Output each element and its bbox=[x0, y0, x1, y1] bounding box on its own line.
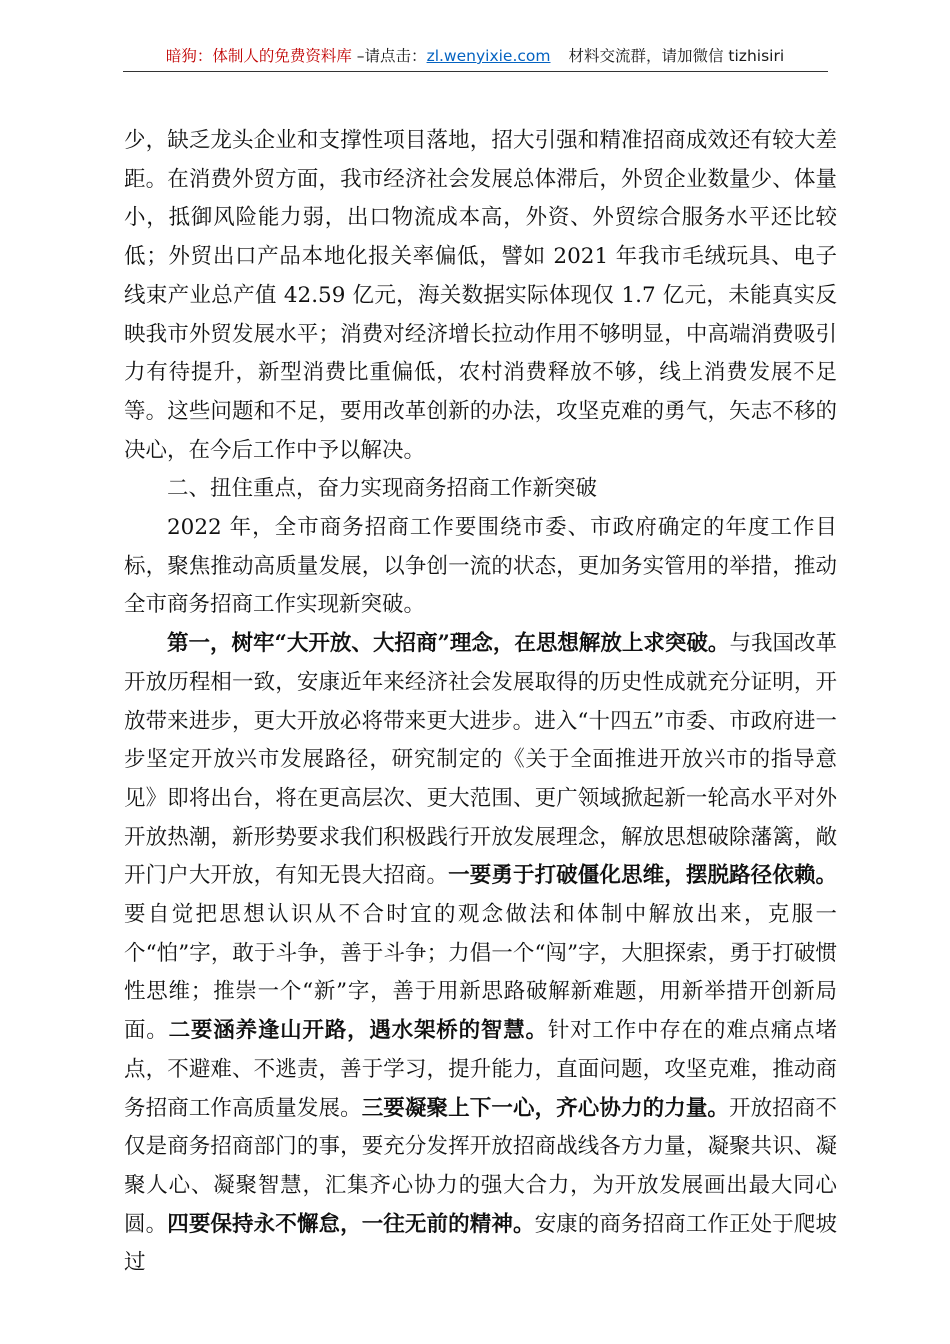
header-prompt: –请点击： bbox=[351, 47, 427, 65]
section-heading: 二、扭住重点，奋力实现商务招商工作新突破 bbox=[167, 476, 598, 502]
bold-lead-2: 一要勇于打破僵化思维，摆脱路径依赖。 bbox=[448, 863, 837, 889]
header-brand: 暗狗：体制人的免费资料库 bbox=[165, 47, 352, 65]
text-5: 安康的商务招商工作正处于爬坡过 bbox=[124, 1211, 837, 1276]
bold-lead-5: 四要保持永不懈怠，一往无前的精神。 bbox=[167, 1211, 535, 1237]
page-header bbox=[0, 44, 950, 66]
paragraph-continuation: 少，缺乏龙头企业和支撑性项目落地，招大引强和精准招商成效还有较大差距。在消费外贸方面，我市经济社会发展总体滞后，外贸企业数量少、体量小，抵御风险能力弱，出口物流成本高，外资、外贸综合服务水平还比较低；外贸出口产品本地化报关率偏低，譬如 2021 年我市毛绒玩具、电子线束产业总产值 42.59 亿元，海关数据实际体现仅 1.7 亿元，未能真实反映我市外贸发展水平；消费对经济增长拉动作用不够明显，中高端消费吸引力有待提升，新型消费比重偏低，农村消费释放不够，线上消费发展不足等。这些问题和不足，要用改革创新的办法，攻坚克难的勇气，矢志不移的决心，在今后工作中予以解决。 bbox=[124, 128, 837, 463]
paragraph-first-point bbox=[124, 625, 837, 1283]
text-3: 针对工作中存在的难点痛点堵点，不避难、不逃责，善于学习，提升能力，直面问题，攻坚克难，推动商务招商工作高质量发展。 bbox=[124, 1018, 837, 1121]
document-body bbox=[124, 122, 837, 1283]
bold-lead-1: 第一，树牢“大开放、大招商”理念，在思想解放上求突破。 bbox=[167, 631, 730, 657]
header-divider bbox=[123, 71, 828, 72]
header-link[interactable]: zl.wenyixie.com bbox=[426, 47, 551, 65]
paragraph-intro: 2022 年，全市商务招商工作要围绕市委、市政府确定的年度工作目标，聚焦推动高质量发展，以争创一流的状态，更加务实管用的举措，推动全市商务招商工作实现新突破。 bbox=[124, 515, 837, 618]
bold-lead-3: 二要涵养逢山开路，遇水架桥的智慧。 bbox=[168, 1018, 548, 1044]
header-contact: 材料交流群，请加微信 tizhisiri bbox=[568, 47, 785, 65]
text-1: 与我国改革开放历程相一致，安康近年来经济社会发展取得的历史性成就充分证明，开放带来进步，更大开放必将带来更大进步。进入“十四五”市委、市政府进一步坚定开放兴市发展路径，研究制定的《关于全面推进开放兴市的指导意见》即将出台，将在更高层次、更大范围、更广领域掀起新一轮高水平对外开放热潮，新形势要求我们积极践行开放发展理念，解放思想破除藩篱，敞开门户大开放，有知无畏大招商。 bbox=[124, 631, 837, 889]
text-2: 要自觉把思想认识从不合时宜的观念做法和体制中解放出来，克服一个“怕”字，敢于斗争，善于斗争；力倡一个“闯”字，大胆探索，勇于打破惯性思维；推崇一个“新”字，善于用新思路破解新难题，用新举措开创新局面。 bbox=[124, 902, 837, 1044]
text-4: 开放招商不仅是商务招商部门的事，要充分发挥开放招商战线各方力量，凝聚共识、凝聚人心、凝聚智慧，汇集齐心协力的强大合力，为开放发展画出最大同心圆。 bbox=[124, 1095, 837, 1237]
bold-lead-4: 三要凝聚上下一心，齐心协力的力量。 bbox=[361, 1095, 730, 1121]
